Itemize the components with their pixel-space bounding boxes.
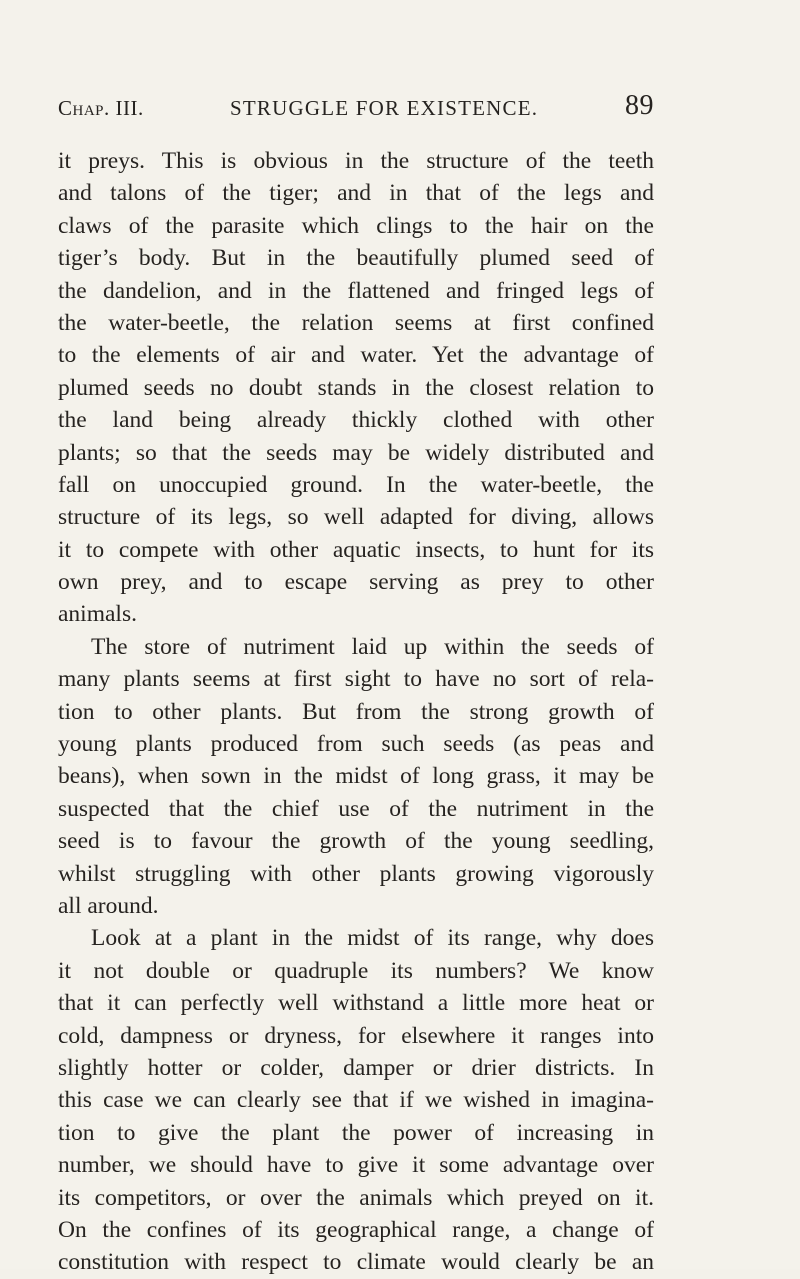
page-number: 89 bbox=[625, 90, 654, 121]
text-line: it preys. This is obvious in the structure of the teeth bbox=[58, 148, 654, 174]
running-head bbox=[58, 90, 654, 130]
text-line: the land being already thickly clothed with other bbox=[58, 407, 654, 434]
text-line: many plants seems at first sight to have no sort of rela- bbox=[58, 666, 654, 693]
text-line: all around. bbox=[58, 892, 159, 919]
body-text bbox=[58, 145, 654, 1279]
text-line: structure of its legs, so well adapted for diving, allows bbox=[58, 504, 654, 531]
text-line: cold, dampness or dryness, for elsewhere it ranges into bbox=[58, 1022, 654, 1049]
chapter-label: Chap. III. bbox=[58, 96, 144, 120]
running-title: STRUGGLE FOR EXISTENCE. bbox=[230, 96, 539, 120]
text-line: number, we should have to give it some advantage over bbox=[58, 1152, 654, 1179]
text-line: and talons of the tiger; and in that of the legs and bbox=[58, 180, 654, 207]
text-line: plumed seeds no doubt stands in the closest relation to bbox=[58, 374, 654, 401]
text-line: the dandelion, and in the flattened and fringed legs of bbox=[58, 277, 654, 304]
text-line: On the confines of its geographical range, a change of bbox=[58, 1216, 654, 1243]
text-line: young plants produced from such seeds (as peas and bbox=[58, 731, 654, 758]
text-line: tion to other plants. But from the strong growth of bbox=[58, 698, 654, 725]
text-line: whilst struggling with other plants growing vigorously bbox=[58, 860, 654, 887]
text-line: this case we can clearly see that if we wished in imagina- bbox=[58, 1087, 654, 1114]
text-line: tiger’s body. But in the beautifully plumed seed of bbox=[58, 245, 654, 272]
text-line: claws of the parasite which clings to the hair on the bbox=[58, 212, 654, 239]
text-line: tion to give the plant the power of increasing in bbox=[58, 1119, 654, 1146]
text-line: beans), when sown in the midst of long grass, it may be bbox=[58, 763, 654, 790]
text-line: slightly hotter or colder, damper or drier districts. In bbox=[58, 1054, 654, 1081]
text-line: The store of nutriment laid up within the seeds of bbox=[91, 633, 654, 660]
text-line: own prey, and to escape serving as prey to other bbox=[58, 569, 654, 596]
text-line: plants; so that the seeds may be widely distributed and bbox=[58, 439, 654, 466]
text-line: the water-beetle, the relation seems at first confined bbox=[58, 309, 654, 336]
text-line: it to compete with other aquatic insects, to hunt for its bbox=[58, 536, 654, 563]
text-line: to the elements of air and water. Yet the advantage of bbox=[58, 342, 654, 369]
text-line: suspected that the chief use of the nutriment in the bbox=[58, 795, 654, 822]
text-line: fall on unoccupied ground. In the water-beetle, the bbox=[58, 471, 654, 498]
text-line: animals. bbox=[58, 601, 137, 628]
text-line: seed is to favour the growth of the young seedling, bbox=[58, 828, 654, 855]
text-line: it not double or quadruple its numbers? We know bbox=[58, 957, 654, 984]
text-line: constitution with respect to climate would clearly be an bbox=[58, 1249, 654, 1276]
text-line: that it can perfectly well withstand a little more heat or bbox=[58, 990, 654, 1017]
text-line: Look at a plant in the midst of its range, why does bbox=[91, 925, 654, 952]
text-line: its competitors, or over the animals which preyed on it. bbox=[58, 1184, 654, 1211]
